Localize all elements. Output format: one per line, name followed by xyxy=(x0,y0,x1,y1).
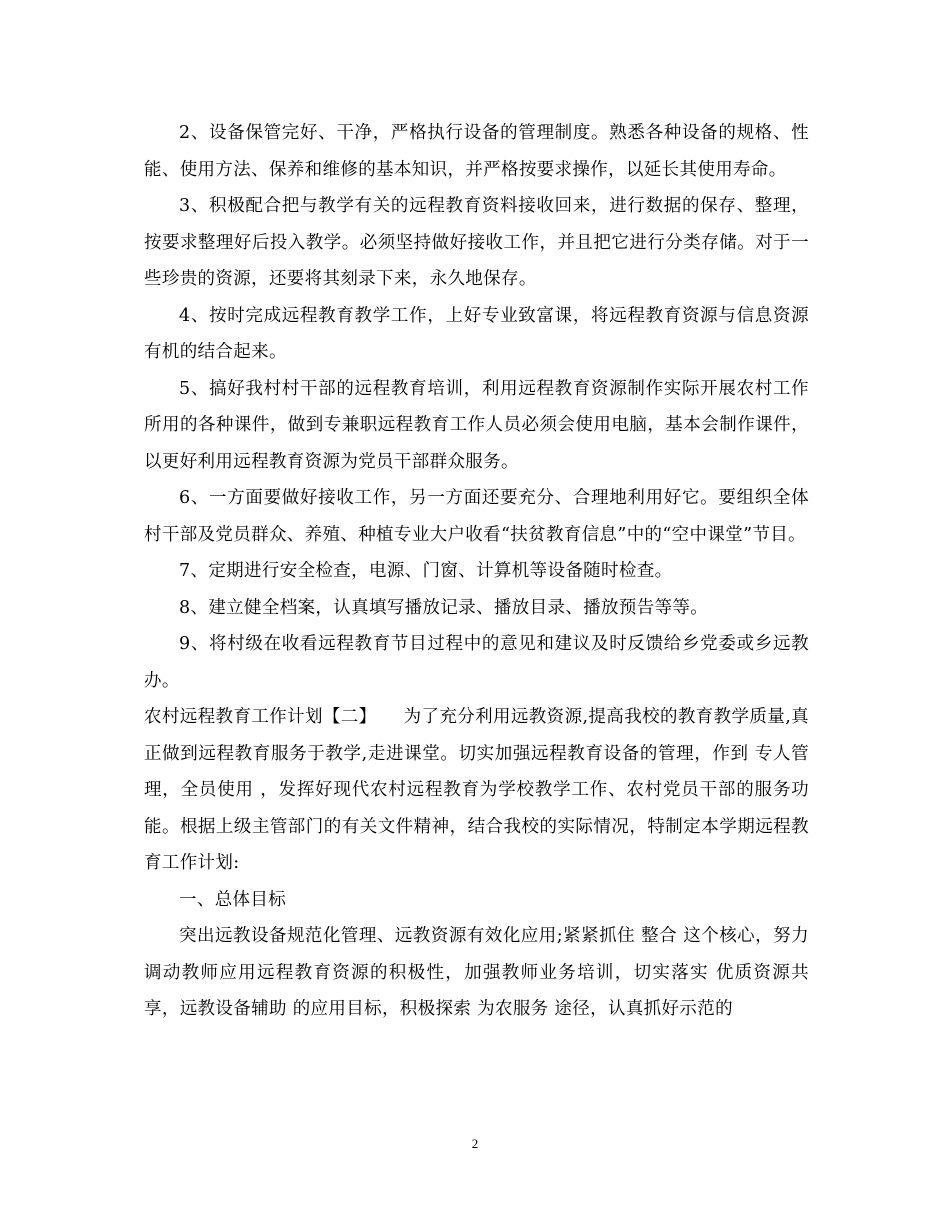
paragraph-item-4: 4、按时完成远程教育教学工作，上好专业致富课，将远程教育资源与信息资源有机的结合起来。 xyxy=(144,305,809,362)
paragraph-item-9: 9、将村级在收看远程教育节目过程中的意见和建议及时反馈给乡党委或乡远教办。 xyxy=(144,634,809,691)
paragraph-item-6: 6、一方面要做好接收工作，另一方面还要充分、合理地利用好它。要组织全体村干部及党员群众、养殖、种植专业大户收看“扶贫教育信息”中的“空中课堂”节目。 xyxy=(144,488,809,545)
paragraph-item-2: 2、设备保管完好、干净，严格执行设备的管理制度。熟悉各种设备的规格、性能、使用方法、保养和维修的基本知识，并严格按要求操作，以延长其使用寿命。 xyxy=(144,123,809,180)
paragraph-item-3: 3、积极配合把与教学有关的远程教育资料接收回来，进行数据的保存、整理，按要求整理好后投入教学。必须坚持做好接收工作，并且把它进行分类存储。对于一些珍贵的资源，还要将其刻录下来，永久地保存。 xyxy=(144,196,809,289)
section-heading-overall-goal: 一、总体目标 xyxy=(179,889,287,910)
paragraph-item-8: 8、建立健全档案，认真填写播放记录、播放目录、播放预告等等。 xyxy=(179,597,709,618)
paragraph-item-5: 5、搞好我村村干部的远程教育培训，利用远程教育资源制作实际开展农村工作所用的各种课件，做到专兼职远程教育工作人员必须会使用电脑，基本会制作课件，以更好利用远程教育资源为党员干部群众服务。 xyxy=(144,378,809,472)
page-number: 2 xyxy=(471,1136,479,1151)
plan-two-intro-paragraph: 农村远程教育工作计划【二】 为了充分利用远教资源,提高我校的教育教学质量,真正做到远程教育服务于教学,走进课堂。切实加强远程教育设备的管理，作到 专人管理，全员使用 ，发挥好现代农村远程教育为学校教学工作、农村党员干部的服务功能。根据上级主管部门的有关文件精神，结合我校的实际情况，特制定本学期远程教育工作计划: xyxy=(144,707,809,873)
body-text xyxy=(144,115,809,1028)
overall-goal-paragraph: 突出远教设备规范化管理、远教资源有效化应用;紧紧抓住 整合 这个核心，努力调动教师应用远程教育资源的积极性，加强教师业务培训，切实落实 优质资源共享，远教设备辅助 的应用目标，积极探索 为农服务 途径，认真抓好示范的 xyxy=(144,926,809,1019)
paragraph-item-7: 7、定期进行安全检查，电源、门窗、计算机等设备随时检查。 xyxy=(179,561,673,581)
